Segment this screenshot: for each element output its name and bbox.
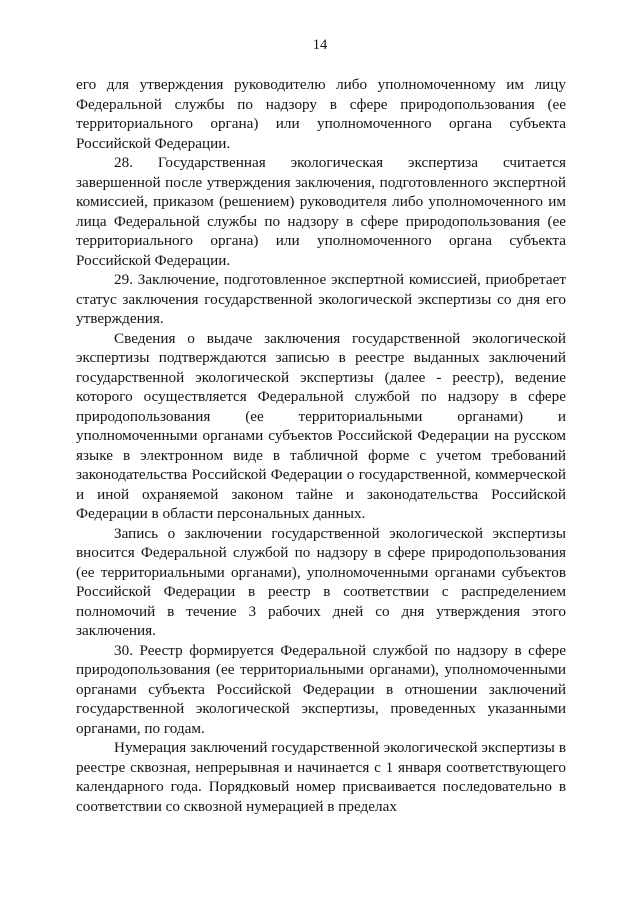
paragraph-continuation: его для утверждения руководителю либо уполномоченному им лицу Федеральной службы по надзору в сфере природопользования (ее территориального органа) или уполномоченного органа субъекта Российской Федерации. [76, 76, 566, 152]
paragraph-item-28: 28. Государственная экологическая экспертиза считается завершенной после утверждения заключения, подготовленного экспертной комиссией, приказом (решением) руководителя либо уполномоченного им лица Федеральной службы по надзору в сфере природопользования (ее территориального органа) или уполномоченного органа субъекта Российской Федерации. [76, 154, 566, 269]
paragraph-registry-entry: Запись о заключении государственной экологической экспертизы вносится Федеральной службой по надзору в сфере природопользования (ее территориальными органами), уполномоченными органами субъектов Российской Федерации в реестр в соответствии с распределением полномочий в течение 3 рабочих дней со дня утверждения этого заключения. [76, 524, 566, 639]
paragraph-registry-info: Сведения о выдаче заключения государственной экологической экспертизы подтверждаются записью в реестре выданных заключений государственной экологической экспертизы (далее - реестр), ведение которого осуществляется Федеральной службой по надзору в сфере природопользования (ее территориальными органами) и уполномоченными органами субъектов Российской Федерации на русском языке в электронном виде в табличной форме с учетом требований законодательства Российской Федерации о государственной, коммерческой и иной охраняемой законом тайне и законодательства Российской Федерации в области персональных данных. [76, 329, 566, 522]
paragraph-item-29: 29. Заключение, подготовленное экспертной комиссией, приобретает статус заключения государственной экологической экспертизы со дня его утверждения. [76, 271, 566, 327]
paragraph-numbering: Нумерация заключений государственной экологической экспертизы в реестре сквозная, непрерывная и начинается с 1 января соответствующего календарного года. Порядковый номер присваивается последовательно в соответствии со сквозной нумерацией в пределах [76, 739, 566, 815]
paragraph-item-30: 30. Реестр формируется Федеральной службой по надзору в сфере природопользования (ее территориальными органами), уполномоченными органами субъекта Российской Федерации в отношении заключений государственной экологической экспертизы, проведенных указанными органами, по годам. [76, 641, 566, 737]
page-number: 14 [312, 37, 328, 53]
document-body [76, 75, 566, 816]
